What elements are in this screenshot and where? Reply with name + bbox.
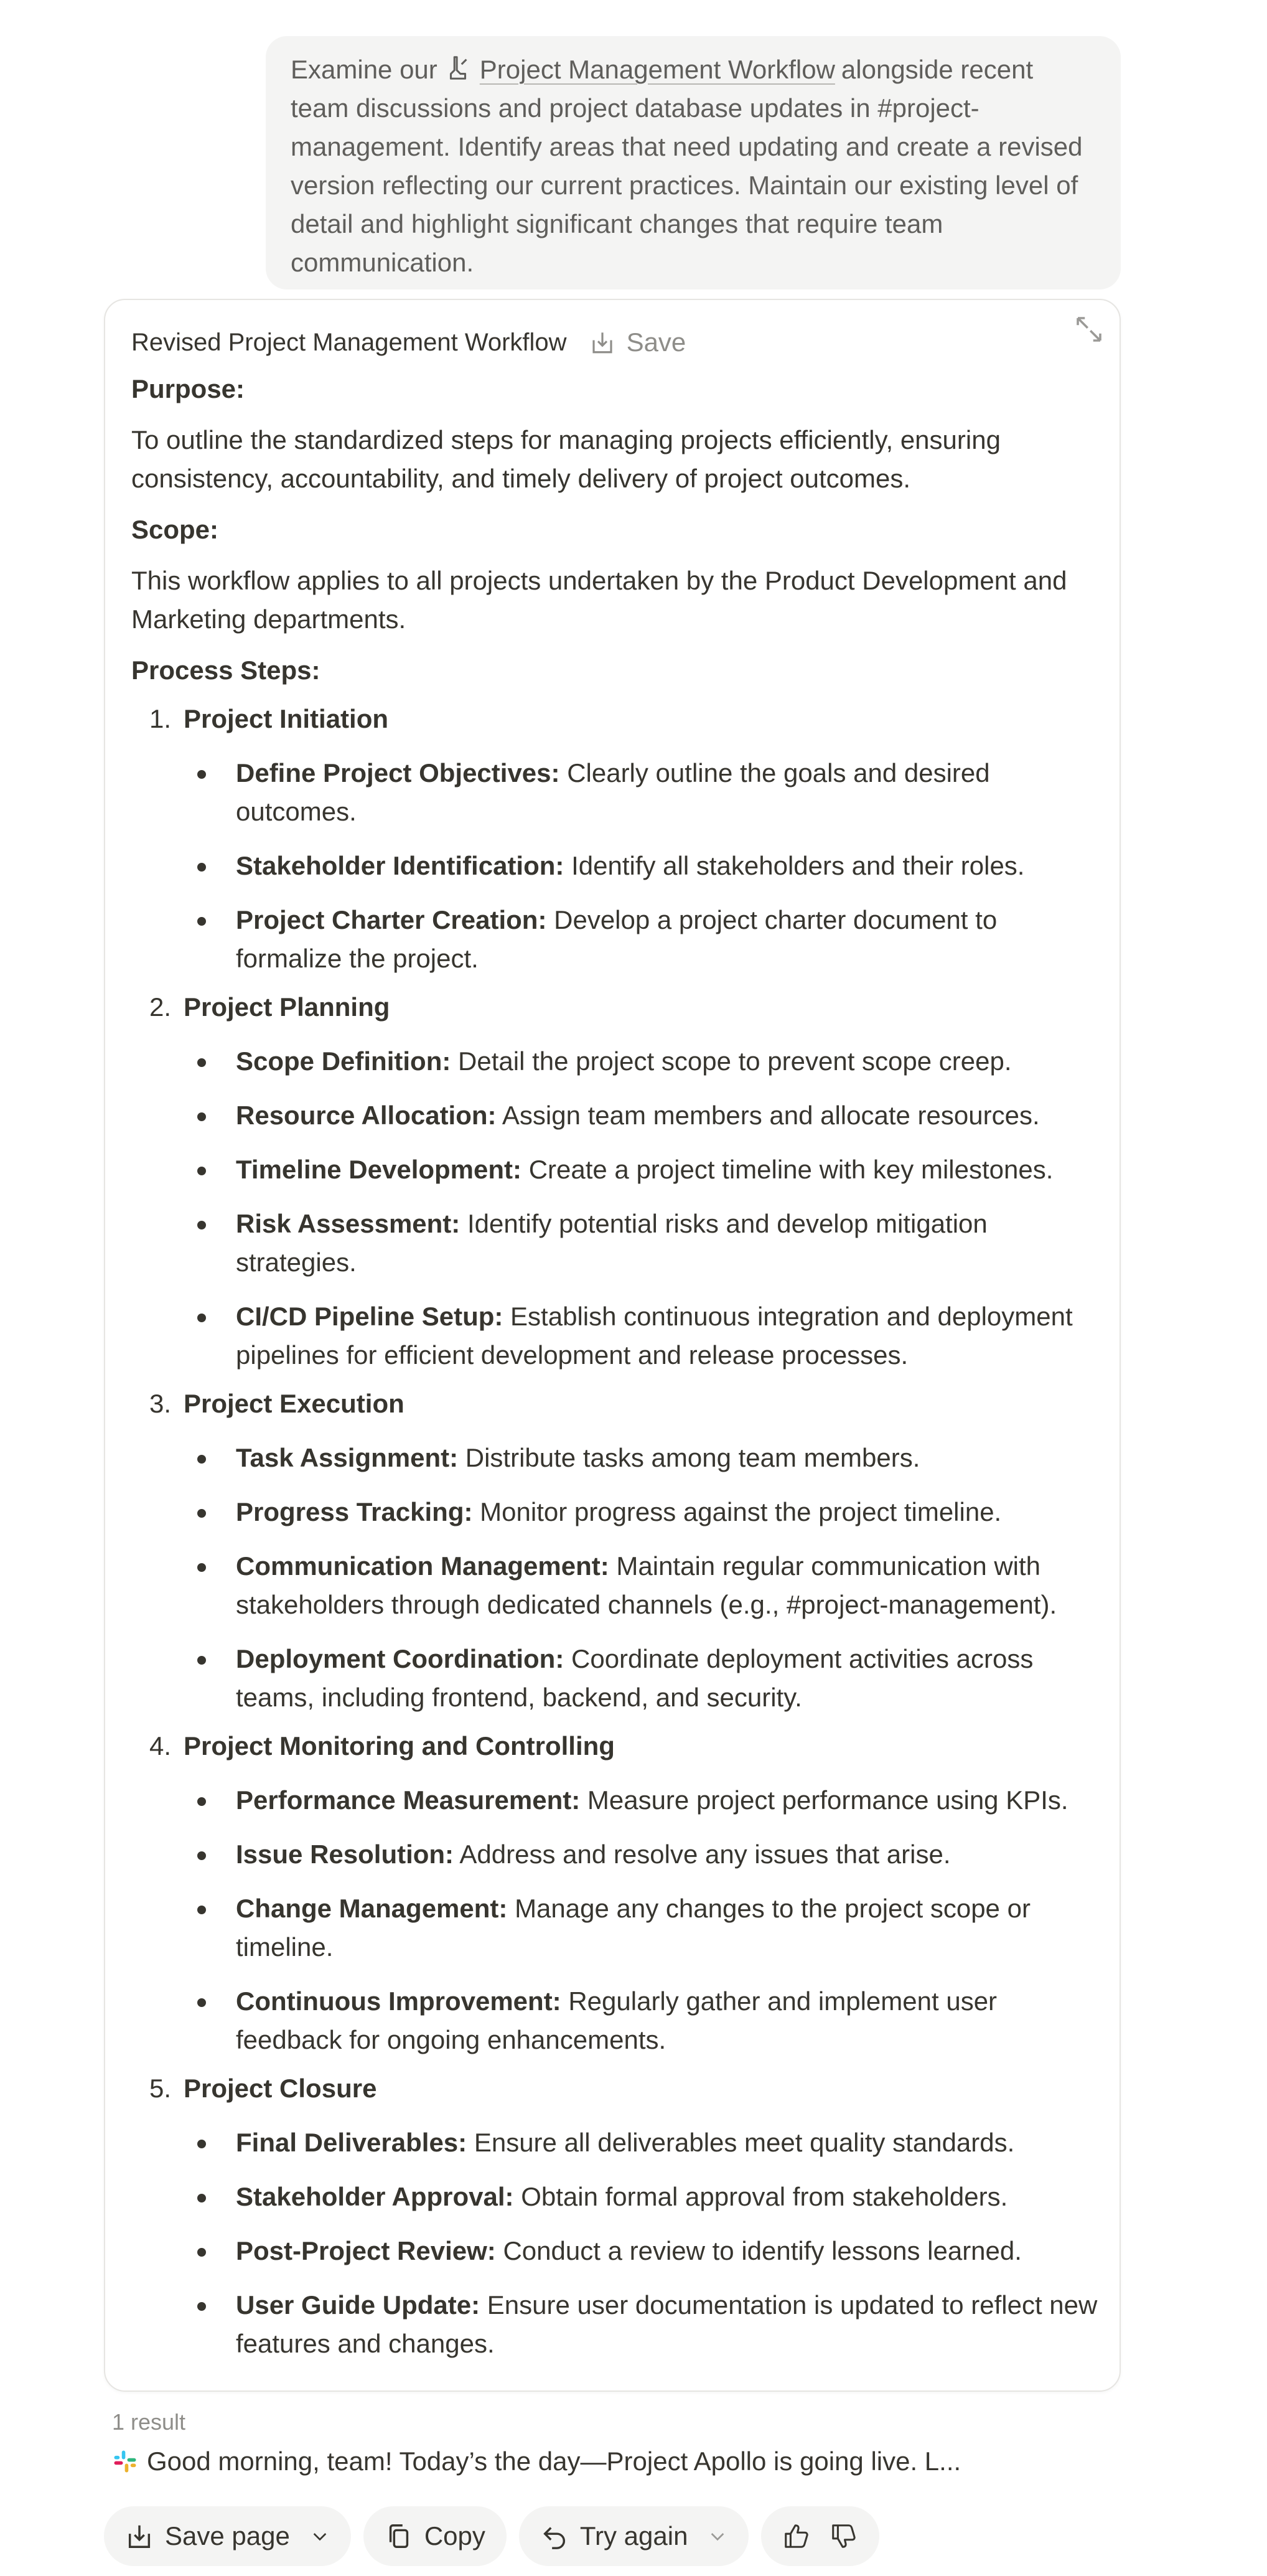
step-title: Project Planning bbox=[184, 992, 390, 1022]
document-body bbox=[131, 370, 1102, 2363]
step-item bbox=[131, 700, 1102, 738]
save-icon bbox=[589, 329, 615, 355]
step-sub-list bbox=[184, 1042, 1102, 1375]
list-item: Change Management: Manage any changes to the project scope or timeline. bbox=[184, 1889, 1102, 1967]
user-message-prefix: Examine our bbox=[291, 55, 437, 84]
step-item bbox=[131, 988, 1102, 1027]
copy-label: Copy bbox=[424, 2521, 485, 2550]
action-bar bbox=[104, 2506, 879, 2566]
step-sub-list bbox=[184, 1439, 1102, 1717]
purpose-heading: Purpose: bbox=[131, 374, 245, 403]
save-page-icon bbox=[125, 2522, 154, 2550]
list-item: Performance Measurement: Measure project performance using KPIs. bbox=[184, 1781, 1102, 1820]
list-item: Stakeholder Approval: Obtain formal approval from stakeholders. bbox=[184, 2178, 1102, 2216]
step-title: Project Closure bbox=[184, 2074, 377, 2103]
list-item: Communication Management: Maintain regular communication with stakeholders through dedicated channels (e.g., #project-management). bbox=[184, 1547, 1102, 1624]
page-mention-link[interactable] bbox=[444, 50, 835, 89]
step-sub-list bbox=[184, 1781, 1102, 2059]
thumbs-down-icon[interactable] bbox=[830, 2522, 858, 2550]
step-number: 1. bbox=[149, 704, 171, 733]
result-item[interactable] bbox=[112, 2447, 961, 2476]
list-item: Progress Tracking: Monitor progress against the project timeline. bbox=[184, 1493, 1102, 1531]
save-button[interactable] bbox=[589, 327, 686, 357]
user-message-bubble bbox=[266, 36, 1121, 289]
user-message-suffix: alongside recent team discussions and project database updates in #project-management. Identify areas that need updating and create a revised version reflecting our current practices. Maintain our existing level of detail and highlight significant changes that require team communication. bbox=[291, 55, 1083, 277]
step-sub-list bbox=[184, 2123, 1102, 2363]
chevron-down-icon[interactable] bbox=[310, 2526, 330, 2546]
step-title: Project Execution bbox=[184, 1389, 404, 1418]
copy-button[interactable] bbox=[363, 2506, 507, 2566]
document-card bbox=[104, 299, 1121, 2392]
list-item: Risk Assessment: Identify potential risks and develop mitigation strategies. bbox=[184, 1205, 1102, 1282]
page-mention-icon bbox=[444, 54, 472, 82]
step-sub-list bbox=[184, 754, 1102, 978]
list-item: User Guide Update: Ensure user documentation is updated to reflect new features and changes. bbox=[184, 2286, 1102, 2363]
thumbs-up-icon[interactable] bbox=[782, 2522, 811, 2550]
document-title: Revised Project Management Workflow bbox=[131, 328, 567, 356]
list-item: Stakeholder Identification: Identify all stakeholders and their roles. bbox=[184, 847, 1102, 885]
scope-text: This workflow applies to all projects undertaken by the Product Development and Marketing departments. bbox=[131, 566, 1067, 634]
slack-icon bbox=[112, 2448, 138, 2475]
results-count: 1 result bbox=[112, 2409, 186, 2435]
step-number: 2. bbox=[149, 992, 171, 1022]
try-again-label: Try again bbox=[579, 2521, 688, 2550]
step-number: 3. bbox=[149, 1389, 171, 1418]
undo-icon bbox=[540, 2522, 569, 2550]
feedback-buttons bbox=[761, 2506, 879, 2566]
copy-icon bbox=[385, 2522, 413, 2550]
save-page-label: Save page bbox=[165, 2521, 290, 2550]
step-title: Project Initiation bbox=[184, 704, 389, 733]
list-item: Deployment Coordination: Coordinate deployment activities across teams, including frontend, backend, and security. bbox=[184, 1640, 1102, 1717]
save-label: Save bbox=[626, 327, 686, 357]
list-item: Continuous Improvement: Regularly gather and implement user feedback for ongoing enhancements. bbox=[184, 1982, 1102, 2059]
list-item: Final Deliverables: Ensure all deliverables meet quality standards. bbox=[184, 2123, 1102, 2162]
expand-icon[interactable] bbox=[1072, 313, 1106, 346]
list-item: Task Assignment: Distribute tasks among team members. bbox=[184, 1439, 1102, 1477]
list-item: Resource Allocation: Assign team members and allocate resources. bbox=[184, 1096, 1102, 1135]
step-item bbox=[131, 1384, 1102, 1423]
document-header bbox=[131, 317, 1101, 367]
step-number: 4. bbox=[149, 1731, 171, 1760]
try-again-button[interactable] bbox=[519, 2506, 749, 2566]
process-steps-heading: Process Steps: bbox=[131, 656, 320, 685]
list-item: Post-Project Review: Conduct a review to identify lessons learned. bbox=[184, 2232, 1102, 2270]
page-mention-label: Project Management Workflow bbox=[479, 55, 835, 84]
list-item: Scope Definition: Detail the project scope to prevent scope creep. bbox=[184, 1042, 1102, 1081]
chevron-down-icon[interactable] bbox=[708, 2526, 727, 2546]
purpose-text: To outline the standardized steps for managing projects efficiently, ensuring consistency, accountability, and timely delivery of project outcomes. bbox=[131, 425, 1001, 493]
result-item-text: Good morning, team! Today’s the day—Project Apollo is going live. L... bbox=[147, 2447, 961, 2476]
step-item bbox=[131, 1727, 1102, 1765]
scope-heading: Scope: bbox=[131, 515, 219, 544]
step-item bbox=[131, 2069, 1102, 2108]
step-number: 5. bbox=[149, 2074, 171, 2103]
list-item: Timeline Development: Create a project timeline with key milestones. bbox=[184, 1150, 1102, 1189]
list-item: Issue Resolution: Address and resolve any issues that arise. bbox=[184, 1835, 1102, 1874]
save-page-button[interactable] bbox=[104, 2506, 351, 2566]
list-item: Define Project Objectives: Clearly outline the goals and desired outcomes. bbox=[184, 754, 1102, 831]
step-title: Project Monitoring and Controlling bbox=[184, 1731, 615, 1760]
list-item: Project Charter Creation: Develop a project charter document to formalize the project. bbox=[184, 901, 1102, 978]
list-item: CI/CD Pipeline Setup: Establish continuous integration and deployment pipelines for efficient development and release processes. bbox=[184, 1297, 1102, 1375]
